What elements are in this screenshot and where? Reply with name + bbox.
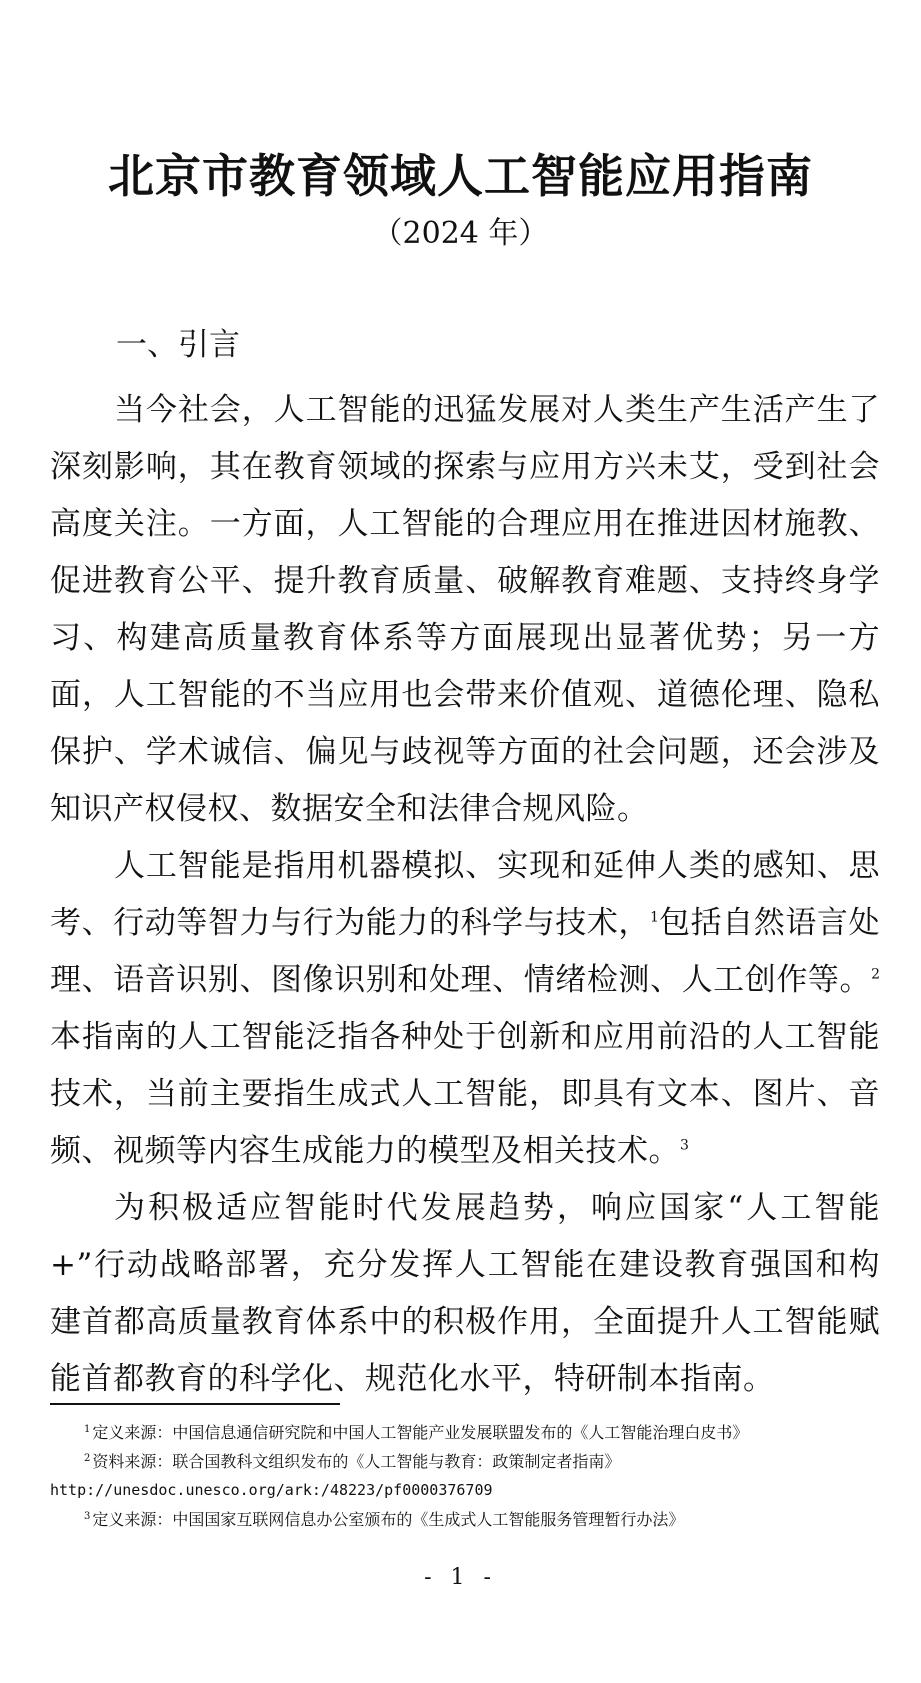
footnote-3: [50, 1505, 880, 1534]
paragraph-2-part-1: 人工智能是指用机器模拟、实现和延伸人类的感知、思考、行动等智力与行为能力的科学与技术，: [50, 848, 880, 941]
footnote-1-number: 1: [84, 1423, 91, 1435]
section-heading-introduction: 一、引言: [116, 327, 240, 363]
footnote-ref-3: 3: [680, 1137, 689, 1154]
footnote-3-number: 3: [84, 1510, 91, 1522]
footnote-1-text: 定义来源：中国信息通信研究院和中国人工智能产业发展联盟发布的《人工智能治理白皮书》: [92, 1423, 749, 1442]
paragraph-1: 当今社会，人工智能的迅猛发展对人类生产生活产生了深刻影响，其在教育领域的探索与应用方兴未艾，受到社会高度关注。一方面，人工智能的合理应用在推进因材施教、促进教育公平、提升教育质量、破解教育难题、支持终身学习、构建高质量教育体系等方面展现出显著优势；另一方面，人工智能的不当应用也会带来价值观、道德伦理、隐私保护、学术诚信、偏见与歧视等方面的社会问题，还会涉及知识产权侵权、数据安全和法律合规风险。: [50, 392, 880, 827]
paragraph-2-part-3: 本指南的人工智能泛指各种处于创新和应用前沿的人工智能技术，当前主要指生成式人工智能，即具有文本、图片、音频、视频等内容生成能力的模型及相关技术。: [50, 1019, 880, 1169]
paragraph-2: [50, 838, 880, 1180]
footnote-divider: [50, 1403, 340, 1405]
document-body: [50, 382, 880, 1408]
footnote-2-number: 2: [84, 1452, 91, 1464]
paragraph-3: 为积极适应智能时代发展趋势，响应国家“人工智能+”行动战略部署，充分发挥人工智能在建设教育强国和构建首都高质量教育体系中的积极作用，全面提升人工智能赋能首都教育的科学化、规范化水平，特研制本指南。: [50, 1190, 880, 1397]
footnote-2-text: 资料来源：联合国教科文组织发布的《人工智能与教育：政策制定者指南》: [92, 1452, 621, 1471]
footnote-2: [50, 1447, 880, 1476]
footnote-2-url: http://unesdoc.unesco.org/ark:/48223/pf0000376709: [50, 1481, 493, 1499]
footnote-3-text: 定义来源：中国国家互联网信息办公室颁布的《生成式人工智能服务管理暂行办法》: [92, 1510, 685, 1529]
document-title: 北京市教育领域人工智能应用指南: [108, 149, 813, 203]
document-subtitle: （2024 年）: [372, 216, 549, 251]
footnote-ref-1: 1: [650, 909, 659, 926]
page-number: - 1 -: [424, 1565, 497, 1590]
footnote-1: [50, 1418, 880, 1447]
footnotes: [50, 1418, 880, 1534]
paragraph-2-part-2: 包括自然语言处理、语音识别、图像识别和处理、情绪检测、人工创作等。: [50, 905, 881, 998]
footnote-ref-2: 2: [871, 966, 880, 983]
